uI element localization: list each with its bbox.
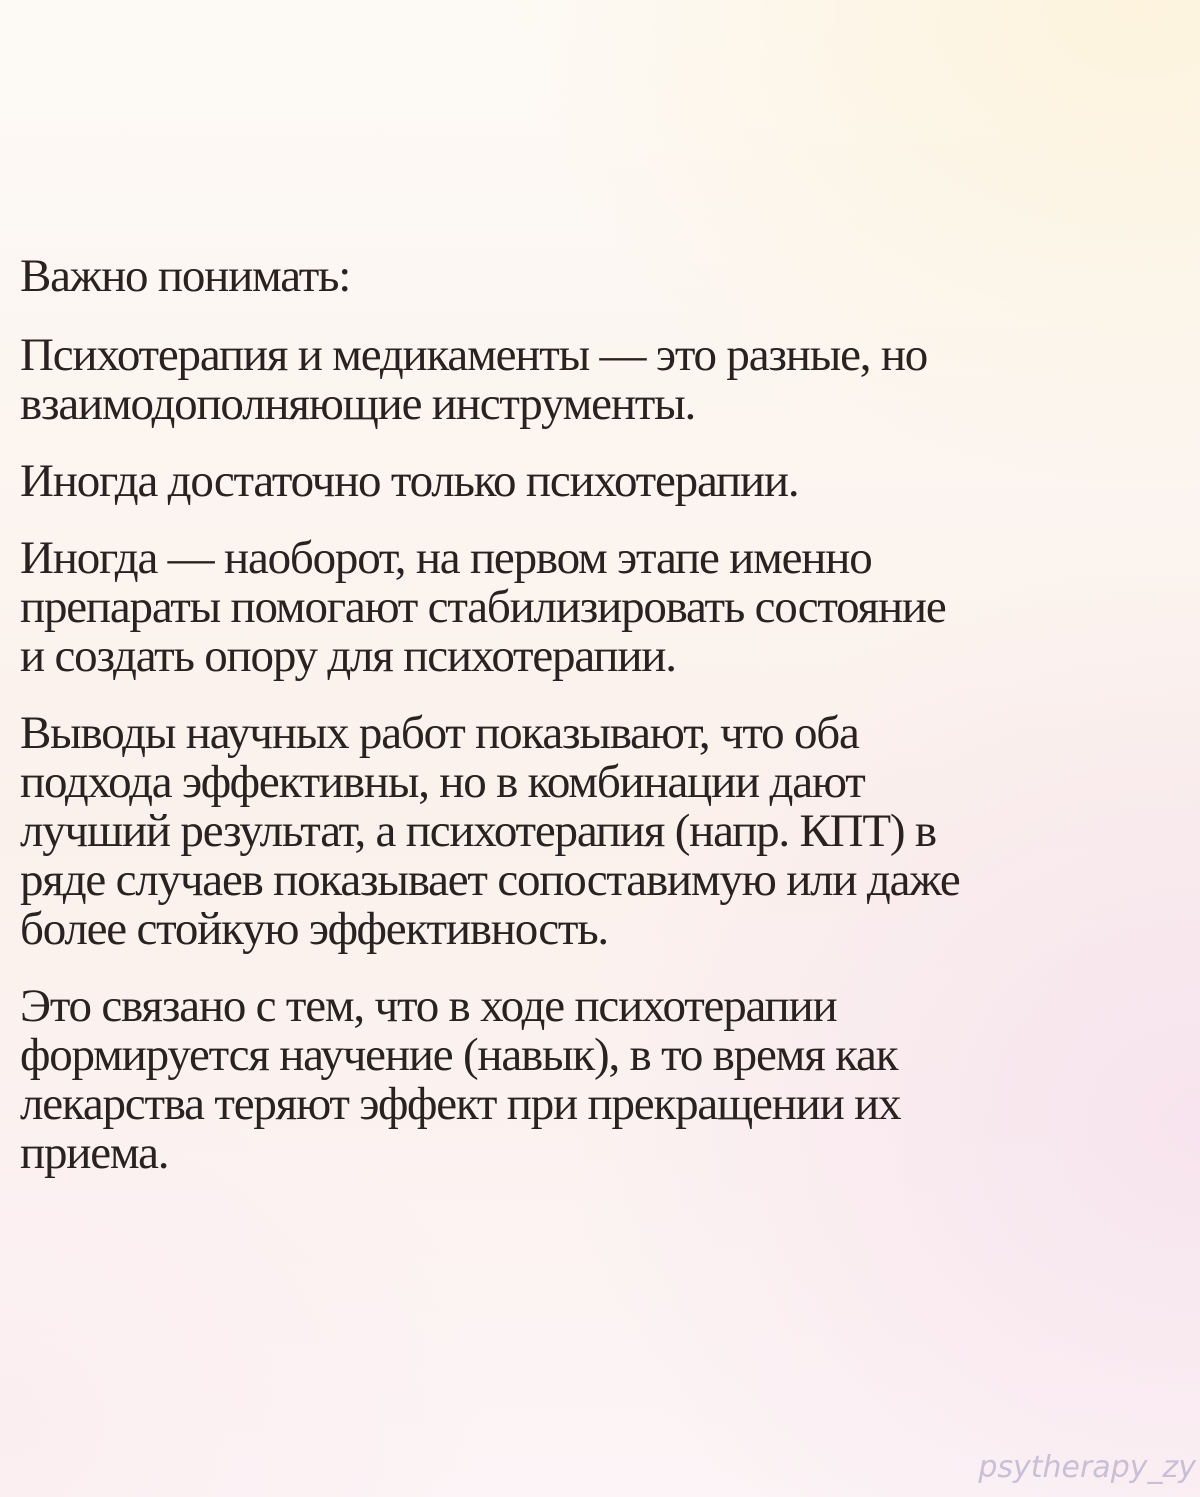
paragraph-therapy-alone: Иногда достаточно только психотерапии. <box>20 455 799 507</box>
author-watermark: psytherapy_zy <box>978 1450 1196 1485</box>
paragraph-medication-first: Иногда — наоборот, на первом этапе именно препараты помогают стабилизировать состояние и создать опору для психотерапии. <box>20 532 946 682</box>
paragraph-research-findings: Выводы научных работ показывают, что оба подхода эффективны, но в комбинации дают лучший результат, а психотерапия (напр. КПТ) в ряде случаев показывает сопоставимую или даже более стойкую эффективность. <box>20 707 960 955</box>
paragraph-skill-learning: Это связано с тем, что в ходе психотерапии формируется научение (навык), в то время как лекарства теряют эффект при прекращении их приема. <box>20 980 901 1179</box>
post-text-body <box>20 252 1120 1206</box>
section-heading: Важно понимать: <box>20 250 351 302</box>
paragraph-complementary-tools: Психотерапия и медикаменты — это разные, но взаимодополняющие инструменты. <box>20 329 928 430</box>
